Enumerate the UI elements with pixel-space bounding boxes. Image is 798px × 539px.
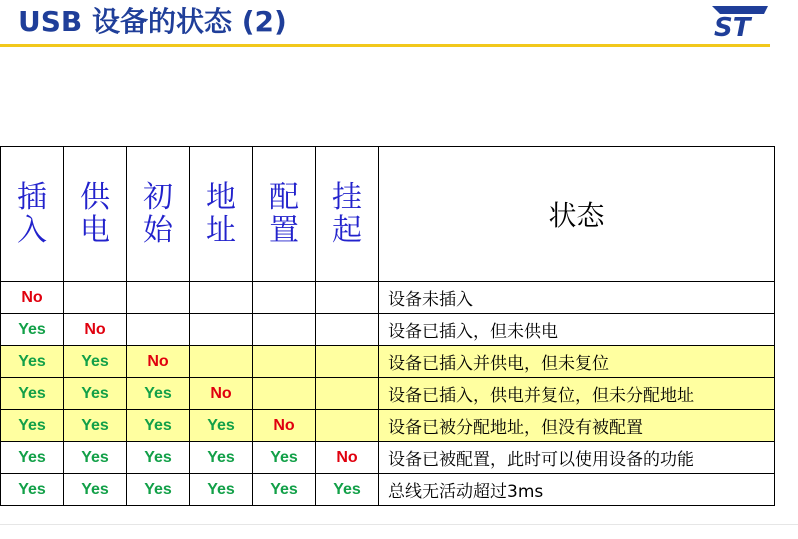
table-row bbox=[1, 314, 775, 346]
state-cell: Yes bbox=[64, 474, 127, 506]
state-cell bbox=[190, 314, 253, 346]
state-cell: No bbox=[1, 282, 64, 314]
status-cell: 设备未插入 bbox=[379, 282, 775, 314]
status-cell: 总线无活动超过3ms bbox=[379, 474, 775, 506]
state-cell bbox=[127, 282, 190, 314]
state-cell: Yes bbox=[1, 314, 64, 346]
table-row bbox=[1, 346, 775, 378]
state-cell bbox=[316, 346, 379, 378]
state-cell: Yes bbox=[64, 410, 127, 442]
state-cell: Yes bbox=[1, 442, 64, 474]
table-header-row bbox=[1, 147, 775, 282]
page-title: USB 设备的状态 (2) bbox=[18, 5, 287, 38]
state-cell bbox=[190, 282, 253, 314]
state-cell: Yes bbox=[64, 442, 127, 474]
header-suspend: 挂 起 bbox=[316, 147, 379, 282]
state-cell: No bbox=[190, 378, 253, 410]
state-cell bbox=[64, 282, 127, 314]
state-cell: Yes bbox=[127, 474, 190, 506]
header-power: 供 电 bbox=[64, 147, 127, 282]
table-row bbox=[1, 282, 775, 314]
header-address: 地 址 bbox=[190, 147, 253, 282]
state-cell: Yes bbox=[64, 346, 127, 378]
state-cell: Yes bbox=[316, 474, 379, 506]
status-cell: 设备已被分配地址，但没有被配置 bbox=[379, 410, 775, 442]
status-cell: 设备已插入，但未供电 bbox=[379, 314, 775, 346]
table-row bbox=[1, 410, 775, 442]
title-underline bbox=[0, 44, 770, 47]
state-cell: Yes bbox=[190, 410, 253, 442]
usb-state-table bbox=[0, 146, 775, 506]
status-cell: 设备已插入并供电，但未复位 bbox=[379, 346, 775, 378]
state-cell: Yes bbox=[1, 346, 64, 378]
state-cell: Yes bbox=[64, 378, 127, 410]
bottom-divider bbox=[0, 524, 798, 525]
header-init: 初 始 bbox=[127, 147, 190, 282]
state-cell bbox=[316, 378, 379, 410]
state-cell: Yes bbox=[127, 442, 190, 474]
state-cell bbox=[127, 314, 190, 346]
state-cell: Yes bbox=[1, 474, 64, 506]
state-cell bbox=[316, 410, 379, 442]
state-cell bbox=[253, 346, 316, 378]
header-config: 配 置 bbox=[253, 147, 316, 282]
state-cell: No bbox=[127, 346, 190, 378]
state-cell: Yes bbox=[253, 442, 316, 474]
state-cell: No bbox=[316, 442, 379, 474]
state-cell: Yes bbox=[1, 378, 64, 410]
logo-text: ST bbox=[714, 13, 751, 38]
state-cell: No bbox=[253, 410, 316, 442]
status-cell: 设备已插入，供电并复位，但未分配地址 bbox=[379, 378, 775, 410]
header-insert: 插 入 bbox=[1, 147, 64, 282]
state-cell bbox=[316, 314, 379, 346]
state-cell: Yes bbox=[190, 442, 253, 474]
state-cell: Yes bbox=[127, 410, 190, 442]
state-cell: Yes bbox=[190, 474, 253, 506]
state-cell: Yes bbox=[127, 378, 190, 410]
state-cell bbox=[190, 346, 253, 378]
status-cell: 设备已被配置，此时可以使用设备的功能 bbox=[379, 442, 775, 474]
table-row bbox=[1, 378, 775, 410]
state-cell: No bbox=[64, 314, 127, 346]
state-cell bbox=[316, 282, 379, 314]
header-status: 状态 bbox=[379, 147, 775, 282]
state-cell bbox=[253, 314, 316, 346]
state-cell: Yes bbox=[253, 474, 316, 506]
state-cell bbox=[253, 282, 316, 314]
table-row bbox=[1, 474, 775, 506]
state-cell bbox=[253, 378, 316, 410]
table-row bbox=[1, 442, 775, 474]
state-cell: Yes bbox=[1, 410, 64, 442]
st-logo-icon bbox=[706, 6, 768, 38]
